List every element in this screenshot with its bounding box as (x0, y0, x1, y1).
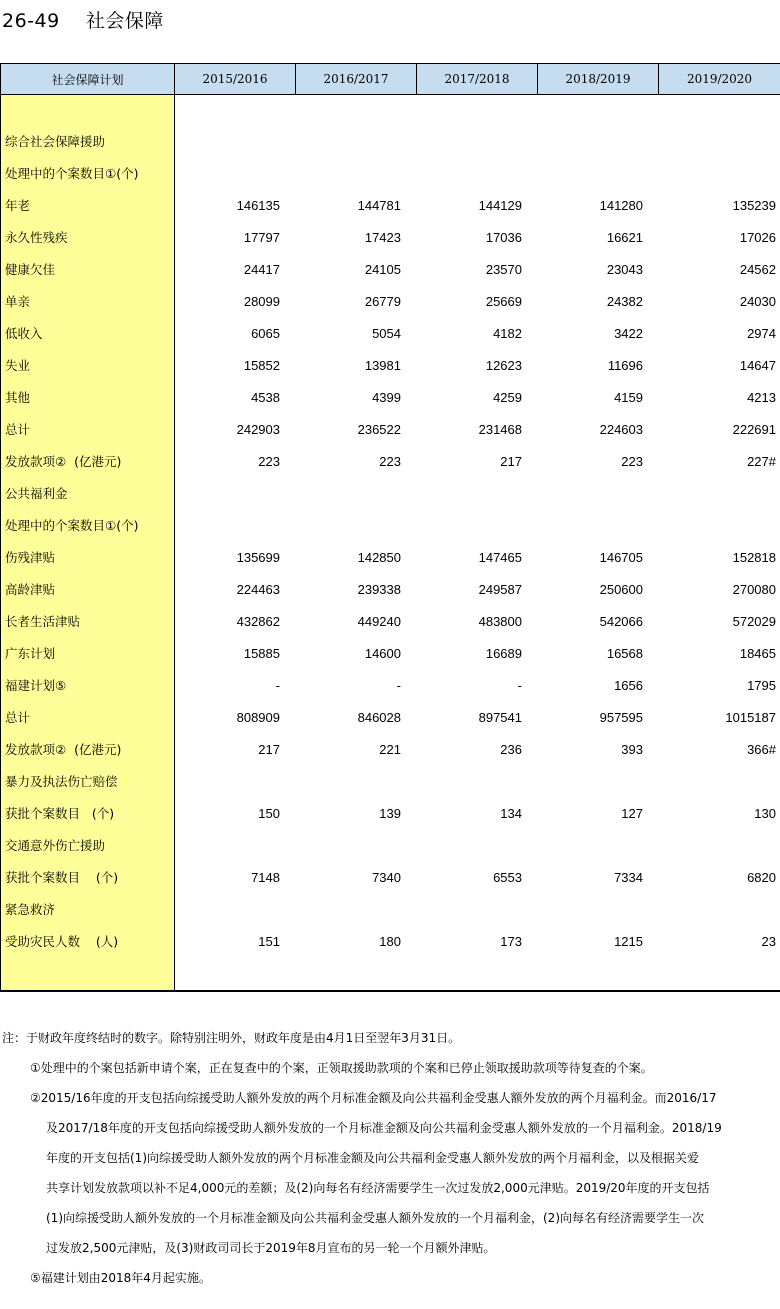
table-cell: 231468 (478, 422, 522, 437)
table-cell: 17036 (485, 230, 522, 245)
table-row (175, 900, 780, 920)
table-cell: 4259 (493, 390, 522, 405)
table-cell: 12623 (485, 358, 522, 373)
table-cell: 6820 (747, 870, 776, 885)
table-cell (538, 836, 659, 856)
table-cell: 223 (258, 454, 280, 469)
row-label: 总计 (5, 710, 31, 725)
table-cell: 11696 (607, 358, 643, 373)
table-cell: 1015187 (725, 710, 776, 725)
table-row (175, 740, 780, 760)
table-cell (538, 516, 659, 536)
table-cell: 239338 (357, 582, 401, 597)
table-row (175, 612, 780, 632)
table-cell: 28099 (243, 294, 280, 309)
table-cell: 25669 (485, 294, 522, 309)
table-cell: 2974 (747, 326, 776, 341)
table-cell: 1215 (614, 934, 643, 949)
table-cell: 223 (621, 454, 643, 469)
table-cell: 236522 (357, 422, 401, 437)
note-5: ⑤福建计划由2018年4月起实施。 (30, 1271, 211, 1285)
table-cell (538, 772, 659, 792)
table-cell: 17026 (739, 230, 776, 245)
table-cell (659, 164, 780, 184)
row-label: 健康欠佳 (5, 262, 56, 277)
table-cell: 4399 (372, 390, 401, 405)
note-1: ①处理中的个案包括新申请个案，正在复查中的个案，正领取援助款项的个案和已停止领取援助款项等待复查的个案。 (30, 1061, 653, 1075)
table-cell: - (517, 678, 522, 693)
table-cell: 16689 (485, 646, 522, 661)
table-row (175, 868, 780, 888)
table-cell (175, 484, 296, 504)
table-cell (538, 900, 659, 920)
table-cell (659, 772, 780, 792)
header-year: 2017/2018 (417, 64, 538, 94)
table-cell: 146705 (599, 550, 643, 565)
table-header (0, 64, 780, 95)
table-cell: 24562 (739, 262, 776, 277)
table-cell: 222691 (732, 422, 776, 437)
table-cell: 6553 (493, 870, 522, 885)
table-cell: 147465 (478, 550, 522, 565)
table-cell: 151 (258, 934, 280, 949)
table-row (175, 228, 780, 248)
row-label: 暴力及执法伤亡赔偿 (5, 774, 118, 789)
note-2-line: ②2015/16年度的开支包括向综援受助人额外发放的两个月标准金额及向公共福利金受惠人额外发放的两个月福利金。而2016/17 (30, 1091, 717, 1105)
table-cell: 3422 (614, 326, 643, 341)
header-year: 2019/2020 (686, 72, 753, 86)
header-year: 2018/2019 (538, 64, 659, 94)
table-row (175, 932, 780, 952)
table-cell: 808909 (236, 710, 280, 725)
table-cell: 4538 (251, 390, 280, 405)
table-row (175, 708, 780, 728)
row-label: 永久性残疾 (5, 230, 68, 245)
table-cell: 4182 (493, 326, 522, 341)
table-cell (296, 484, 417, 504)
table-cell: - (275, 678, 280, 693)
row-label: 发放款项② (亿港元) (5, 454, 122, 469)
header-year: 2015/2016 (175, 64, 296, 94)
note-2-line: 共享计划发放款项以补不足4,000元的差额；及(2)向每名有经济需要学生一次过发放2,000元津贴。2019/20年度的开支包括 (46, 1181, 710, 1195)
table-cell: 223 (379, 454, 401, 469)
row-label: 伤残津贴 (5, 550, 56, 565)
table-cell (175, 772, 296, 792)
table-cell (417, 900, 538, 920)
table-cell (417, 516, 538, 536)
data-column (175, 95, 780, 990)
table-cell: 224603 (599, 422, 643, 437)
table-cell: 449240 (357, 614, 401, 629)
table-cell: 130 (754, 806, 776, 821)
table-row (175, 772, 780, 792)
table-cell: 15885 (243, 646, 280, 661)
table-row (175, 548, 780, 568)
row-label: 获批个案数目 (个) (5, 870, 119, 885)
table-cell: 180 (379, 934, 401, 949)
table-cell (417, 836, 538, 856)
table-cell: 14647 (739, 358, 776, 373)
table-cell: 1656 (614, 678, 643, 693)
table-cell: 6065 (251, 326, 280, 341)
social-security-table (0, 63, 780, 992)
table-cell: 142850 (357, 550, 401, 565)
table-cell (659, 516, 780, 536)
table-cell (296, 516, 417, 536)
table-cell: 1795 (747, 678, 776, 693)
table-cell: 152818 (732, 550, 776, 565)
table-cell (296, 772, 417, 792)
table-cell: 173 (500, 934, 522, 949)
table-row (175, 260, 780, 280)
table-cell: 242903 (236, 422, 280, 437)
table-row (175, 484, 780, 504)
note-2-line: 年度的开支包括(1)向综援受助人额外发放的两个月标准金额及向公共福利金受惠人额外发放的两个月福利金，以及根据关爱 (46, 1151, 700, 1165)
table-cell: 227# (747, 454, 776, 469)
table-cell: 18465 (739, 646, 776, 661)
table-row (175, 324, 780, 344)
table-cell: 15852 (243, 358, 280, 373)
table-cell: 393 (621, 742, 643, 757)
table-cell (417, 484, 538, 504)
table-cell: 432862 (236, 614, 280, 629)
note-2-line: (1)向综援受助人额外发放的一个月标准金额及向公共福利金受惠人额外发放的一个月福利金，(2)向每名有经济需要学生一次 (46, 1211, 705, 1225)
page-title: 26-49 社会保障 (2, 10, 164, 32)
header-program: 社会保障计划 (0, 64, 175, 94)
table-cell (296, 164, 417, 184)
table-cell: 23043 (606, 262, 643, 277)
row-label: 总计 (5, 422, 31, 437)
table-cell: 135239 (732, 198, 776, 213)
table-cell: 224463 (236, 582, 280, 597)
table-cell: 217 (258, 742, 280, 757)
table-cell (417, 772, 538, 792)
row-label: 处理中的个案数目①(个) (5, 518, 139, 533)
table-row (175, 804, 780, 824)
table-cell (296, 132, 417, 152)
table-cell: 24382 (606, 294, 643, 309)
table-cell: 4159 (614, 390, 643, 405)
table-cell (538, 164, 659, 184)
row-label: 处理中的个案数目①(个) (5, 166, 139, 181)
table-row (175, 580, 780, 600)
table-cell: 7340 (372, 870, 401, 885)
table-row (175, 452, 780, 472)
table-cell: 249587 (478, 582, 522, 597)
table-cell (538, 132, 659, 152)
row-label: 其他 (5, 390, 31, 405)
table-cell: 24105 (364, 262, 401, 277)
table-cell: 897541 (478, 710, 522, 725)
row-label: 发放款项② (亿港元) (5, 742, 122, 757)
table-cell: 127 (621, 806, 643, 821)
table-cell: 24030 (739, 294, 776, 309)
table-cell: 23570 (485, 262, 522, 277)
header-year: 2016/2017 (296, 64, 417, 94)
table-cell (417, 132, 538, 152)
row-label: 广东计划 (5, 646, 56, 661)
table-cell: 7148 (251, 870, 280, 885)
table-cell: 144129 (478, 198, 522, 213)
row-label: 获批个案数目 (个) (5, 806, 115, 821)
table-row (175, 836, 780, 856)
row-label: 紧急救济 (5, 902, 56, 917)
table-row (175, 132, 780, 152)
row-label: 低收入 (5, 326, 43, 341)
table-cell: 250600 (599, 582, 643, 597)
table-cell: 366# (747, 742, 776, 757)
row-label: 公共福利金 (5, 486, 68, 501)
table-cell: 17423 (364, 230, 401, 245)
table-cell: 134 (500, 806, 522, 821)
table-cell (538, 484, 659, 504)
table-body (0, 95, 780, 990)
table-row (175, 644, 780, 664)
row-label: 交通意外伤亡援助 (5, 838, 106, 853)
table-cell (296, 900, 417, 920)
row-label: 高龄津贴 (5, 582, 56, 597)
row-label: 单亲 (5, 294, 31, 309)
table-cell: 144781 (357, 198, 401, 213)
table-cell: 483800 (478, 614, 522, 629)
table-cell: 14600 (364, 646, 401, 661)
table-cell (175, 132, 296, 152)
table-cell: 146135 (236, 198, 280, 213)
row-label: 长者生活津贴 (5, 614, 81, 629)
table-cell: 217 (500, 454, 522, 469)
table-row (175, 292, 780, 312)
row-label: 受助灾民人数 (人) (5, 934, 119, 949)
table-cell: 16568 (606, 646, 643, 661)
table-cell: 135699 (236, 550, 280, 565)
table-cell: 4213 (747, 390, 776, 405)
table-row (175, 420, 780, 440)
table-cell: 270080 (732, 582, 776, 597)
table-cell: 542066 (599, 614, 643, 629)
note-2-line: 过发放2,500元津贴，及(3)财政司司长于2019年8月宣布的另一轮一个月额外津贴。 (46, 1241, 496, 1255)
table-cell (175, 164, 296, 184)
table-cell: 236 (500, 742, 522, 757)
table-cell (175, 900, 296, 920)
label-column (0, 95, 175, 990)
row-label: 年老 (5, 198, 31, 213)
notes (0, 1023, 780, 1293)
table-cell: 141280 (599, 198, 643, 213)
table-cell: 23 (761, 934, 776, 949)
note-2-line: 及2017/18年度的开支包括向综援受助人额外发放的一个月标准金额及向公共福利金受惠人额外发放的一个月福利金。2018/19 (46, 1121, 722, 1135)
note-main: 注：于财政年度终结时的数字。除特别注明外，财政年度是由4月1日至翌年3月31日。 (2, 1031, 461, 1045)
row-label: 综合社会保障援助 (5, 134, 106, 149)
table-cell (296, 836, 417, 856)
table-cell: 7334 (614, 870, 643, 885)
table-cell (659, 836, 780, 856)
table-cell: 26779 (364, 294, 401, 309)
table-cell: 13981 (364, 358, 401, 373)
row-label: 福建计划⑤ (5, 678, 67, 693)
row-label: 失业 (5, 358, 31, 373)
table-cell: 24417 (243, 262, 280, 277)
table-row (175, 196, 780, 216)
table-cell (659, 900, 780, 920)
table-cell: 150 (258, 806, 280, 821)
table-cell (175, 516, 296, 536)
table-row (175, 388, 780, 408)
table-row (175, 164, 780, 184)
table-cell: 957595 (599, 710, 643, 725)
table-cell: 846028 (357, 710, 401, 725)
table-cell (659, 132, 780, 152)
table-cell: 221 (379, 742, 401, 757)
table-cell: 16621 (606, 230, 643, 245)
table-row (175, 676, 780, 696)
table-cell: 572029 (732, 614, 776, 629)
table-cell (659, 484, 780, 504)
table-row (175, 356, 780, 376)
table-cell: 5054 (372, 326, 401, 341)
table-cell: 17797 (243, 230, 280, 245)
table-cell (417, 164, 538, 184)
table-cell: 139 (379, 806, 401, 821)
table-cell: - (396, 678, 401, 693)
table-cell (175, 836, 296, 856)
table-row (175, 516, 780, 536)
